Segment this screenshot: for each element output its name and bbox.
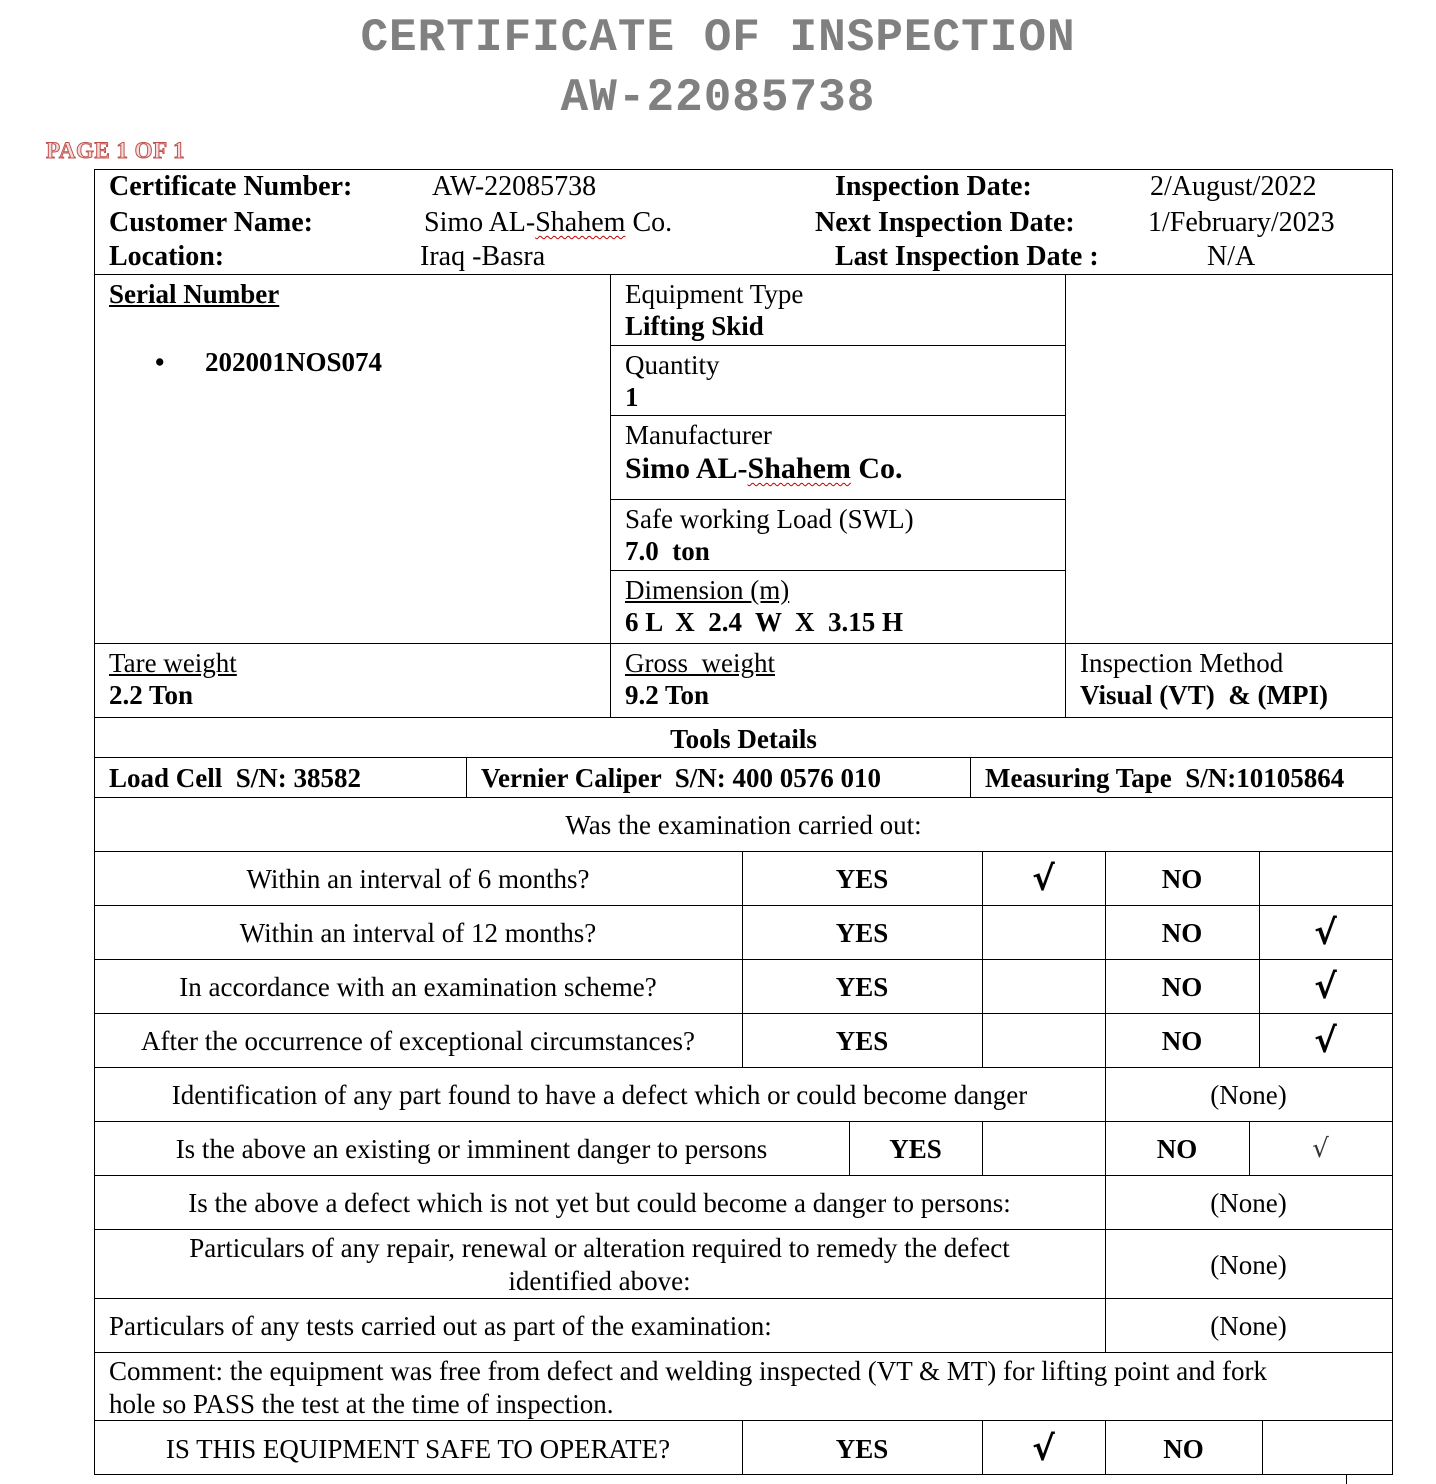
- exam-row-exceptional-no: NO: [1161, 1026, 1203, 1056]
- exam-row-6-months: Within an interval of 6 months?: [246, 864, 590, 894]
- exam-row-scheme-yes: YES: [835, 972, 889, 1002]
- imminent-danger-text: Is the above an existing or imminent danger to persons: [175, 1134, 768, 1164]
- customer-name-label: Customer Name:: [109, 207, 313, 238]
- defect-identification-value: (None): [1210, 1080, 1287, 1110]
- exam-row-scheme-no: NO: [1161, 972, 1203, 1002]
- safe-to-operate-yes-check: √: [1032, 1429, 1055, 1469]
- tare-weight-value: 2.2 Ton: [109, 680, 194, 710]
- exam-row-12-months-no: NO: [1161, 918, 1203, 948]
- location-label: Location:: [109, 241, 225, 272]
- inspection-date-value: 2/August/2022: [1150, 171, 1317, 202]
- exam-row-12-months: Within an interval of 12 months?: [239, 918, 597, 948]
- exam-row-scheme-no-check: √: [1314, 967, 1337, 1007]
- load-cell-serial: Load Cell S/N: 38582: [109, 763, 362, 793]
- customer-name-value: Simo AL-Shahem Co.: [424, 207, 673, 238]
- serial-number-value: 202001NOS074: [205, 347, 383, 377]
- dimension-value: 6 L X 2.4 W X 3.15 H: [625, 607, 904, 637]
- serial-number-label: Serial Number: [109, 279, 280, 309]
- repair-particulars-line-2: identified above:: [508, 1266, 691, 1296]
- swl-value: 7.0 ton: [625, 536, 710, 566]
- page-indicator: PAGE 1 OF 1: [46, 138, 186, 163]
- equipment-type-label: Equipment Type: [625, 279, 804, 309]
- future-danger-text: Is the above a defect which is not yet but could become a danger to persons:: [188, 1188, 1011, 1218]
- serial-bullet: •: [155, 347, 165, 377]
- examination-question: Was the examination carried out:: [565, 810, 922, 840]
- imminent-danger-yes: YES: [889, 1134, 942, 1164]
- safe-to-operate-question: IS THIS EQUIPMENT SAFE TO OPERATE?: [165, 1434, 671, 1464]
- exam-row-exceptional: After the occurrence of exceptional circumstances?: [141, 1026, 695, 1056]
- exam-row-exceptional-yes: YES: [835, 1026, 889, 1056]
- tests-particulars-value: (None): [1210, 1311, 1287, 1341]
- certificate-number-title: AW-22085738: [560, 72, 876, 124]
- comment-line-1: Comment: the equipment was free from defect and welding inspected (VT & MT) for lifting point and fork: [109, 1356, 1267, 1386]
- exam-row-scheme: In accordance with an examination scheme?: [179, 972, 657, 1002]
- exam-row-6-months-yes: YES: [835, 864, 889, 894]
- dimension-label: Dimension (m): [625, 575, 790, 605]
- exam-row-6-months-no: NO: [1161, 864, 1203, 894]
- certificate-title: CERTIFICATE OF INSPECTION: [360, 12, 1076, 64]
- exam-row-6-months-yes-check: √: [1032, 859, 1055, 899]
- quantity-label: Quantity: [625, 350, 720, 380]
- equipment-type-value: Lifting Skid: [625, 311, 764, 341]
- last-inspection-date-label: Last Inspection Date :: [835, 241, 1099, 272]
- repair-particulars-line-1: Particulars of any repair, renewal or alteration required to remedy the defect: [189, 1233, 1010, 1263]
- exam-row-exceptional-no-check: √: [1314, 1021, 1337, 1061]
- inspection-date-label: Inspection Date:: [835, 171, 1032, 202]
- safe-to-operate-no: NO: [1163, 1434, 1204, 1464]
- swl-label: Safe working Load (SWL): [625, 504, 914, 534]
- next-inspection-date-value: 1/February/2023: [1148, 207, 1335, 238]
- gross-weight-value: 9.2 Ton: [625, 680, 710, 710]
- next-inspection-date-label: Next Inspection Date:: [815, 207, 1075, 238]
- tests-particulars-text: Particulars of any tests carried out as part of the examination:: [109, 1311, 772, 1341]
- safe-to-operate-yes: YES: [835, 1434, 889, 1464]
- certificate-number-label: Certificate Number:: [109, 171, 353, 202]
- gross-weight-label: Gross weight: [625, 648, 775, 678]
- vernier-caliper-serial: Vernier Caliper S/N: 400 0576 010: [481, 763, 881, 793]
- measuring-tape-serial: Measuring Tape S/N:10105864: [985, 763, 1345, 793]
- certificate-number-value: AW-22085738: [432, 171, 597, 202]
- tools-details-heading: Tools Details: [670, 724, 817, 754]
- last-inspection-date-value: N/A: [1207, 241, 1256, 272]
- inspection-method-label: Inspection Method: [1080, 648, 1284, 678]
- manufacturer-label: Manufacturer: [625, 420, 772, 450]
- defect-identification-text: Identification of any part found to have a defect which or could become danger: [171, 1080, 1028, 1110]
- imminent-danger-no-check: √: [1312, 1134, 1329, 1164]
- inspection-method-value: Visual (VT) & (MPI): [1080, 680, 1328, 710]
- tare-weight-label: Tare weight: [109, 648, 237, 678]
- quantity-value: 1: [625, 382, 639, 412]
- comment-line-2: hole so PASS the test at the time of inspection.: [109, 1389, 614, 1419]
- future-danger-value: (None): [1210, 1188, 1287, 1218]
- imminent-danger-no: NO: [1156, 1134, 1198, 1164]
- exam-row-12-months-no-check: √: [1314, 913, 1337, 953]
- exam-row-12-months-yes: YES: [835, 918, 889, 948]
- location-value: Iraq -Basra: [420, 241, 546, 272]
- manufacturer-value: Simo AL-Shahem Co.: [625, 452, 903, 485]
- repair-particulars-value: (None): [1210, 1250, 1287, 1280]
